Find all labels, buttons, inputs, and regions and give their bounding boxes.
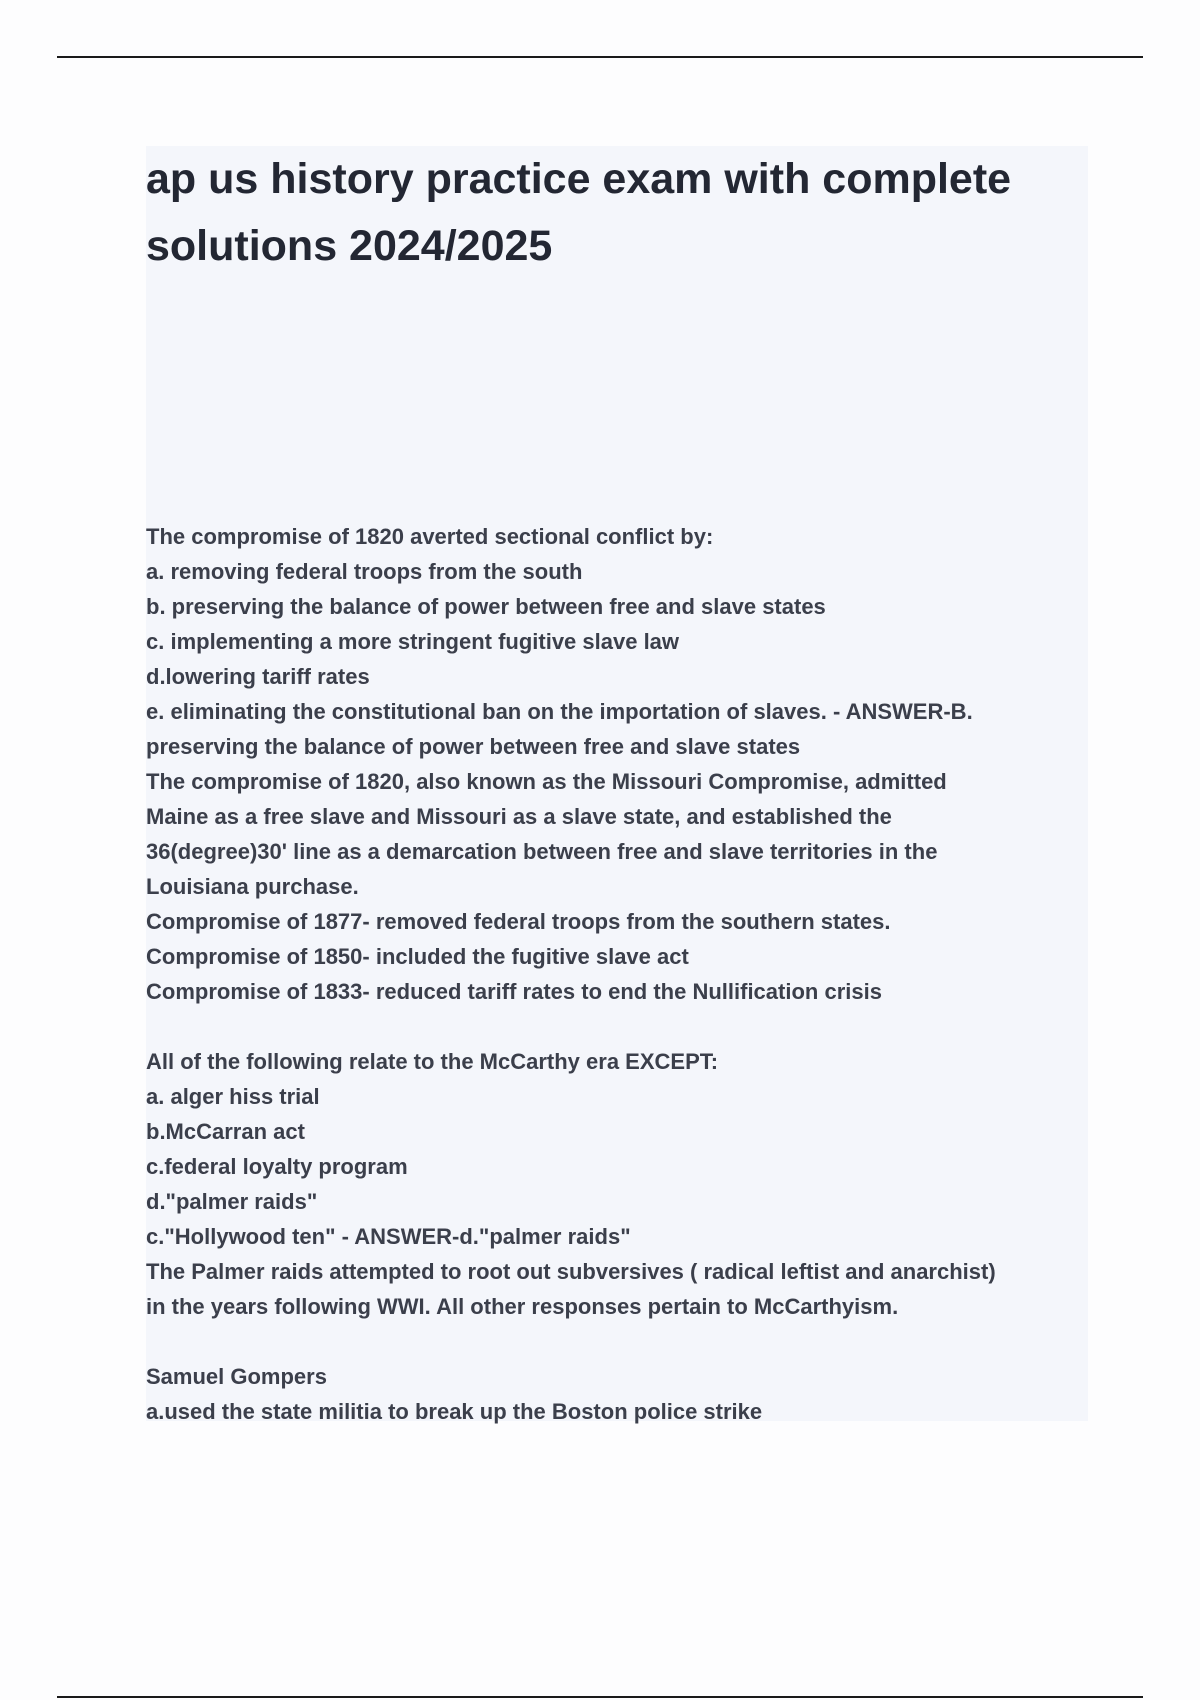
explanation-text: The Palmer raids attempted to root out subversives ( radical leftist and anarchist) bbox=[146, 1259, 996, 1284]
document-content bbox=[146, 146, 1088, 1424]
question-block-2 bbox=[146, 1044, 1088, 1324]
explanation-text: 36(degree)30' line as a demarcation between free and slave territories in the bbox=[146, 839, 938, 864]
question-block-3 bbox=[146, 1359, 1088, 1429]
answer-option: c.federal loyalty program bbox=[146, 1154, 408, 1179]
footer-rule bbox=[57, 1696, 1143, 1698]
answer-option: a. removing federal troops from the south bbox=[146, 559, 583, 584]
question-text: The compromise of 1820 averted sectional conflict by: bbox=[146, 524, 714, 549]
explanation-text: The compromise of 1820, also known as the Missouri Compromise, admitted bbox=[146, 769, 947, 794]
answer-option: d.lowering tariff rates bbox=[146, 664, 370, 689]
header-rule bbox=[57, 56, 1143, 58]
explanation-text: Compromise of 1833- reduced tariff rates to end the Nullification crisis bbox=[146, 979, 882, 1004]
question-block-1 bbox=[146, 519, 1088, 1009]
answer-option: c. implementing a more stringent fugitive slave law bbox=[146, 629, 680, 654]
question-text: All of the following relate to the McCarthy era EXCEPT: bbox=[146, 1049, 719, 1074]
question-list bbox=[146, 519, 1088, 1464]
explanation-text: Louisiana purchase. bbox=[146, 874, 359, 899]
answer-text: preserving the balance of power between free and slave states bbox=[146, 734, 801, 759]
explanation-text: Compromise of 1850- included the fugitive slave act bbox=[146, 944, 689, 969]
title-line: ap us history practice exam with complete bbox=[146, 155, 1012, 203]
answer-option: d."palmer raids" bbox=[146, 1189, 318, 1214]
page-title bbox=[146, 146, 1088, 280]
answer-option: a. alger hiss trial bbox=[146, 1084, 320, 1109]
answer-option: b.McCarran act bbox=[146, 1119, 305, 1144]
explanation-text: Maine as a free slave and Missouri as a slave state, and established the bbox=[146, 804, 892, 829]
answer-option: c."Hollywood ten" - ANSWER-d."palmer raids" bbox=[146, 1224, 631, 1249]
question-text: Samuel Gompers bbox=[146, 1364, 327, 1389]
explanation-text: Compromise of 1877- removed federal troops from the southern states. bbox=[146, 909, 891, 934]
answer-option: e. eliminating the constitutional ban on the importation of slaves. - ANSWER-B. bbox=[146, 699, 973, 724]
explanation-text: in the years following WWI. All other responses pertain to McCarthyism. bbox=[146, 1294, 899, 1319]
answer-option: b. preserving the balance of power between free and slave states bbox=[146, 594, 826, 619]
title-line: solutions 2024/2025 bbox=[146, 222, 553, 270]
answer-option: a.used the state militia to break up the Boston police strike bbox=[146, 1399, 763, 1424]
